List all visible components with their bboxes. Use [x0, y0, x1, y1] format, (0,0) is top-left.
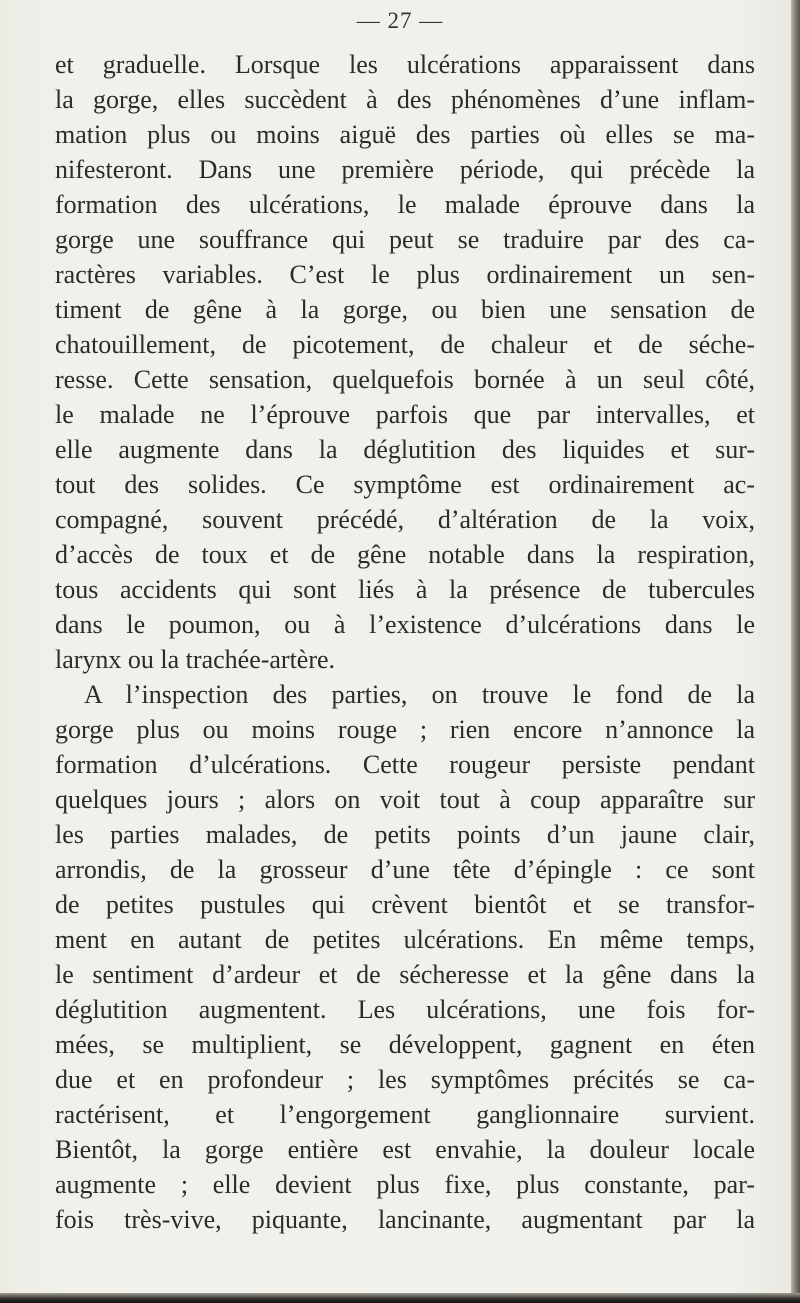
text-line: augmente ; elle devient plus fixe, plus constante, par-: [55, 1170, 755, 1199]
text-line: formation des ulcérations, le malade éprouve dans la: [55, 190, 755, 219]
paragraph-start-line: A l’inspection des parties, on trouve le fond de la: [84, 680, 755, 709]
text-line: resse. Cette sensation, quelquefois bornée à un seul côté,: [55, 365, 755, 394]
text-line: arrondis, de la grosseur d’une tête d’épingle : ce sont: [55, 855, 755, 884]
text-line: elle augmente dans la déglutition des liquides et sur-: [55, 435, 755, 464]
text-line: tous accidents qui sont liés à la présence de tubercules: [55, 575, 755, 604]
text-line: compagné, souvent précédé, d’altération de la voix,: [55, 505, 755, 534]
text-line: ment en autant de petites ulcérations. En même temps,: [55, 925, 755, 954]
text-line: due et en profondeur ; les symptômes précités se ca-: [55, 1065, 755, 1094]
text-line: quelques jours ; alors on voit tout à coup apparaître sur: [55, 785, 755, 814]
text-line: ractérisent, et l’engorgement ganglionnaire survient.: [55, 1100, 755, 1129]
text-line: et graduelle. Lorsque les ulcérations apparaissent dans: [55, 50, 755, 79]
text-line: le malade ne l’éprouve parfois que par intervalles, et: [55, 400, 755, 429]
text-line: mées, se multiplient, se développent, gagnent en éten: [55, 1030, 755, 1059]
text-line: chatouillement, de picotement, de chaleur et de séche-: [55, 330, 755, 359]
text-line: gorge une souffrance qui peut se traduire par des ca-: [55, 225, 755, 254]
text-line: formation d’ulcérations. Cette rougeur persiste pendant: [55, 750, 755, 779]
text-line: fois très-vive, piquante, lancinante, augmentant par la: [55, 1205, 755, 1234]
text-line: Bientôt, la gorge entière est envahie, la douleur locale: [55, 1135, 755, 1164]
text-line: les parties malades, de petits points d’un jaune clair,: [55, 820, 755, 849]
page-bottom-edge: [0, 1293, 800, 1303]
paragraph-end-line: larynx ou la trachée-artère.: [55, 645, 336, 674]
text-line: de petites pustules qui crèvent bientôt et se transfor-: [55, 890, 755, 919]
page-number: — 27 —: [356, 8, 444, 33]
text-line: dans le poumon, ou à l’existence d’ulcérations dans le: [55, 610, 755, 639]
text-line: gorge plus ou moins rouge ; rien encore n’annonce la: [55, 715, 755, 744]
text-line: d’accès de toux et de gêne notable dans la respiration,: [55, 540, 755, 569]
text-line: nifesteront. Dans une première période, qui précède la: [55, 155, 755, 184]
text-line: tout des solides. Ce symptôme est ordinairement ac-: [55, 470, 755, 499]
text-line: mation plus ou moins aiguë des parties où elles se ma-: [55, 120, 755, 149]
text-line: timent de gêne à la gorge, ou bien une sensation de: [55, 295, 755, 324]
text-line: ractères variables. C’est le plus ordinairement un sen-: [55, 260, 755, 289]
text-line: la gorge, elles succèdent à des phénomènes d’une inflam-: [55, 85, 755, 114]
text-line: déglutition augmentent. Les ulcérations, une fois for-: [55, 995, 755, 1024]
text-line: le sentiment d’ardeur et de sécheresse et la gêne dans la: [55, 960, 755, 989]
page-right-edge: [791, 0, 800, 1303]
